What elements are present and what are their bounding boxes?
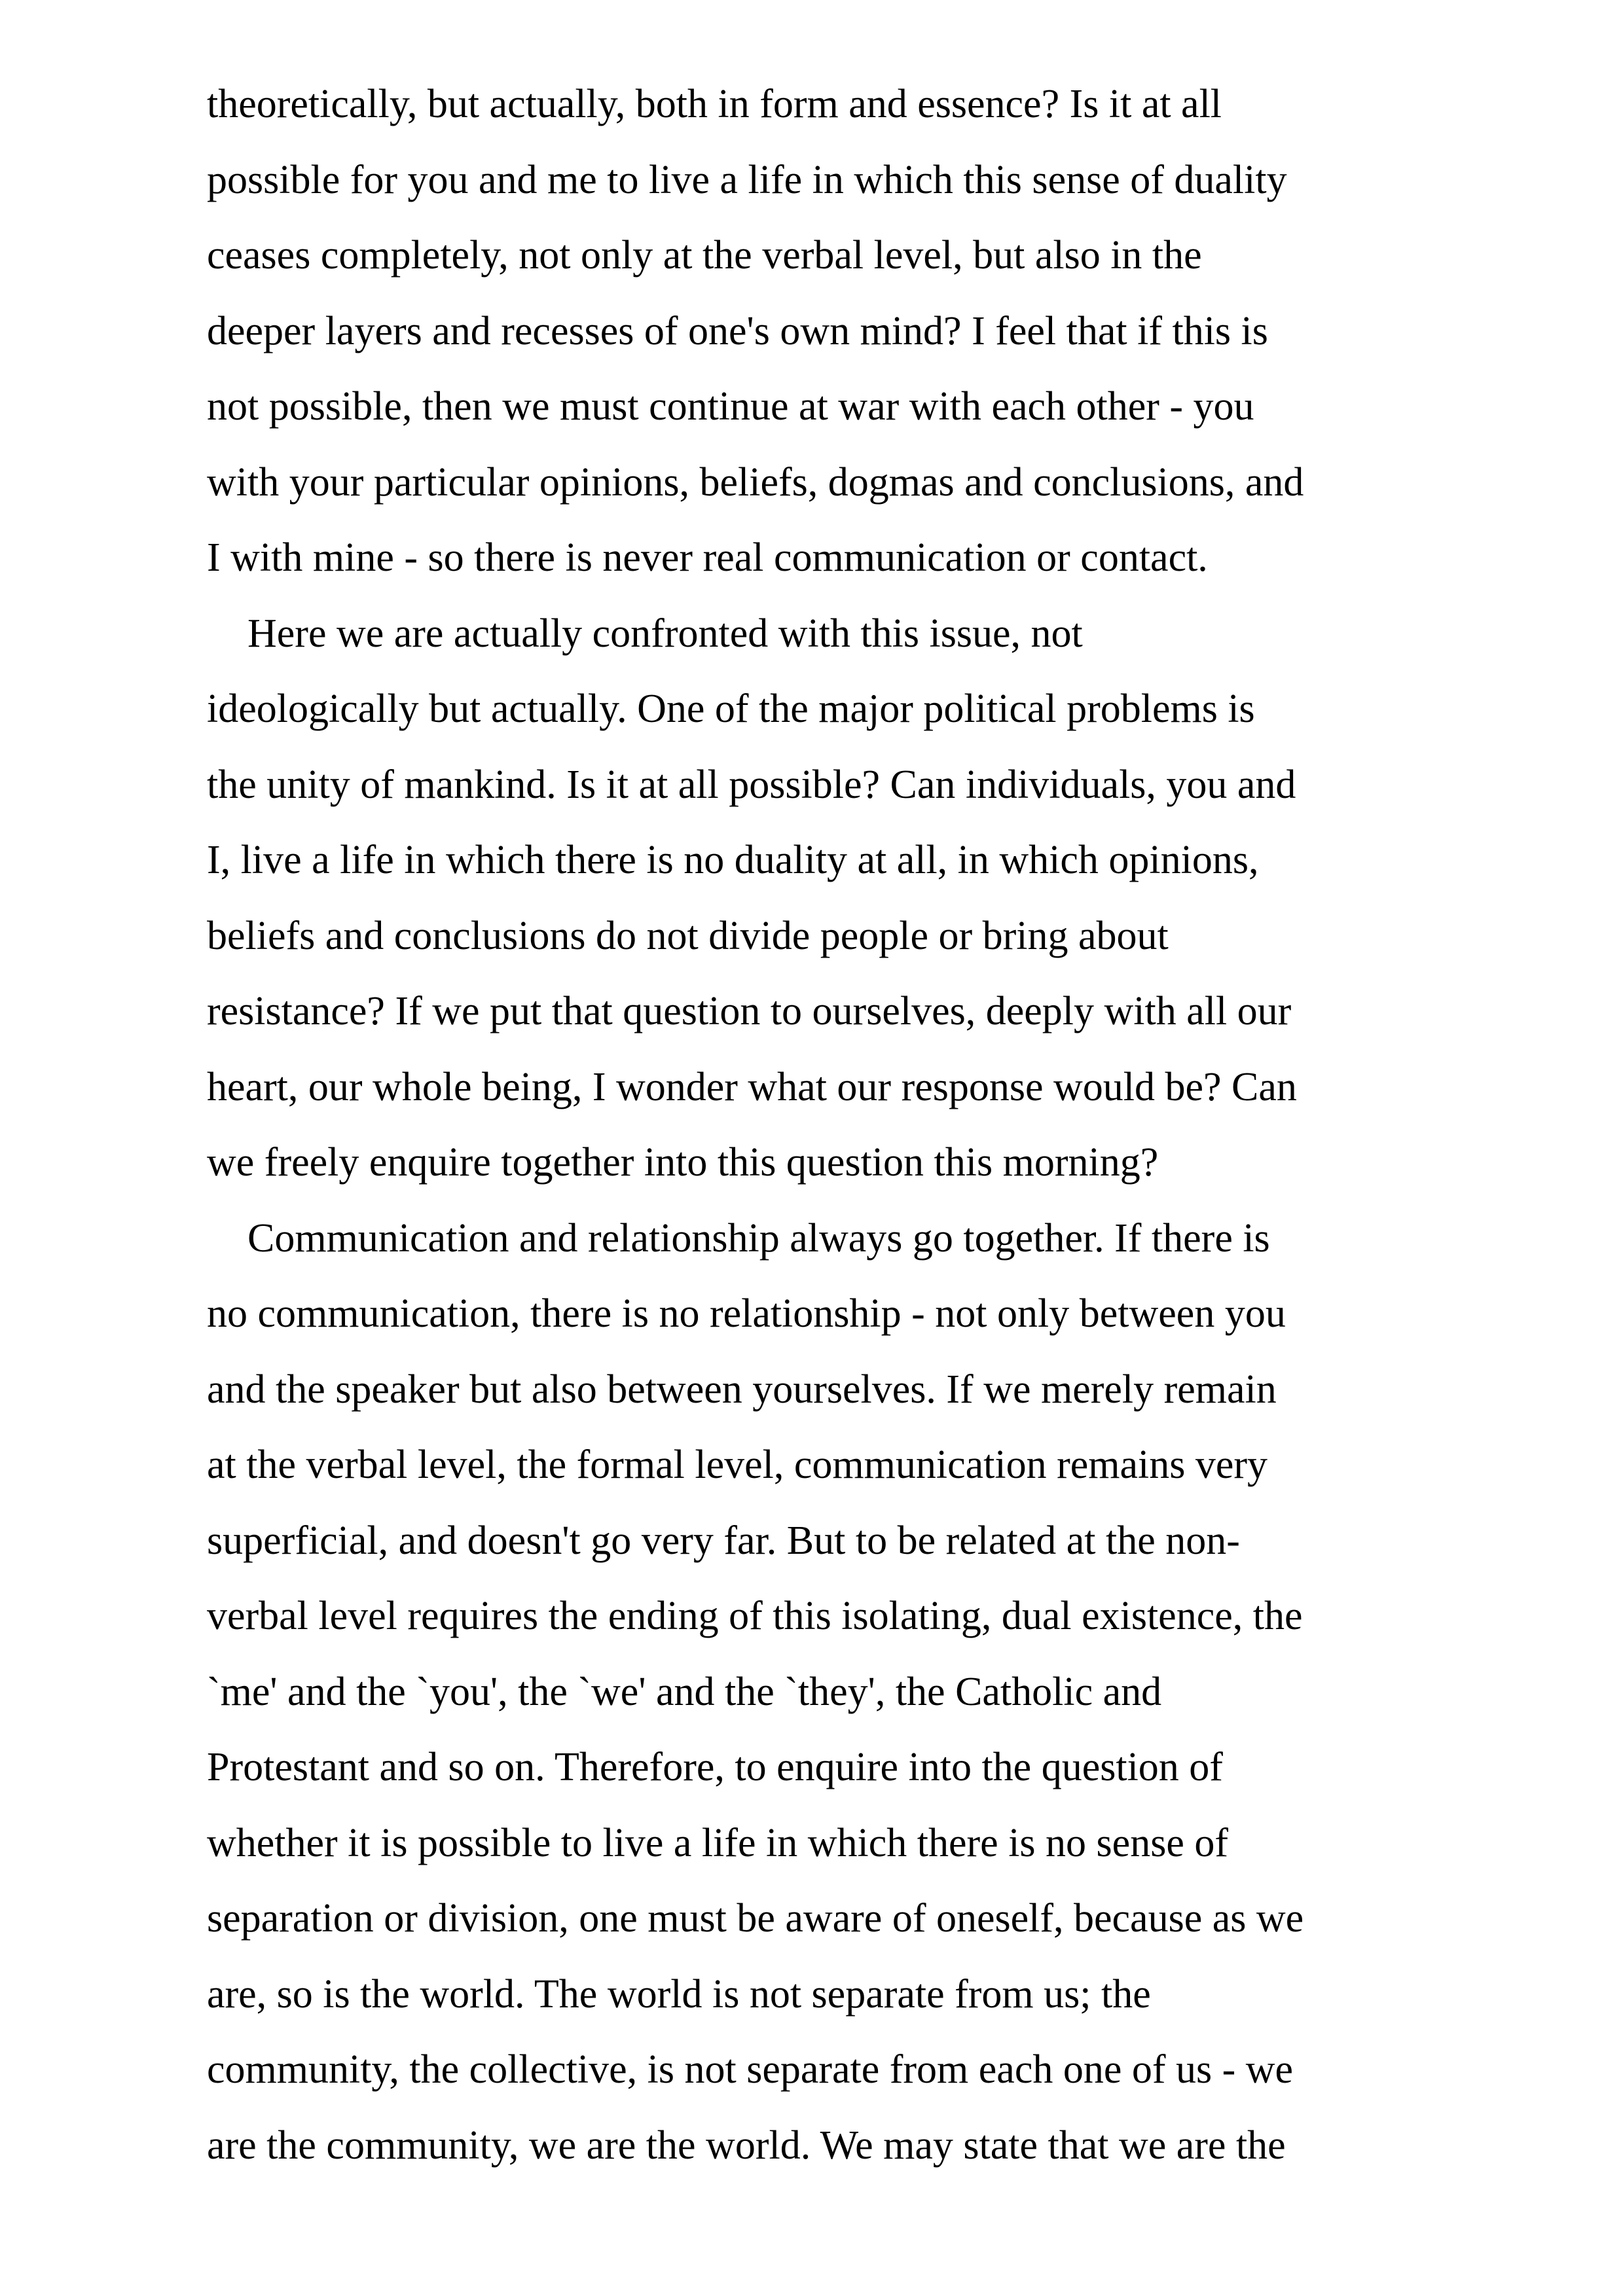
text-line: theoretically, but actually, both in form and essence? Is it at all bbox=[207, 82, 1222, 126]
text-line: deeper layers and recesses of one's own mind? I feel that if this is bbox=[207, 308, 1268, 353]
body-text bbox=[207, 67, 1451, 2183]
text-line: and the speaker but also between yourselves. If we merely remain bbox=[207, 1367, 1277, 1412]
text-line: I, live a life in which there is no duality at all, in which opinions, bbox=[207, 838, 1259, 882]
paragraph-3 bbox=[207, 1201, 1451, 2184]
text-line: community, the collective, is not separate from each one of us - we bbox=[207, 2047, 1294, 2092]
text-line: the unity of mankind. Is it at all possible? Can individuals, you and bbox=[207, 762, 1296, 807]
text-line: are the community, we are the world. We may state that we are the bbox=[207, 2123, 1286, 2168]
text-line: at the verbal level, the formal level, communication remains very bbox=[207, 1443, 1267, 1487]
text-line: separation or division, one must be aware of oneself, because as we bbox=[207, 1896, 1304, 1941]
text-line: I with mine - so there is never real communication or contact. bbox=[207, 535, 1208, 580]
text-line: `me' and the `you', the `we' and the `they', the Catholic and bbox=[207, 1669, 1162, 1714]
text-line: are, so is the world. The world is not separate from us; the bbox=[207, 1971, 1151, 2017]
text-line: ideologically but actually. One of the major political problems is bbox=[207, 687, 1255, 731]
text-line: Communication and relationship always go together. If there is bbox=[207, 1215, 1270, 1261]
paragraph-2 bbox=[207, 596, 1451, 1201]
text-line: not possible, then we must continue at war with each other - you bbox=[207, 384, 1254, 429]
text-line: with your particular opinions, beliefs, dogmas and conclusions, and bbox=[207, 459, 1304, 505]
text-line: heart, our whole being, I wonder what our response would be? Can bbox=[207, 1064, 1297, 1109]
text-line: ceases completely, not only at the verbal level, but also in the bbox=[207, 233, 1202, 278]
text-line: beliefs and conclusions do not divide people or bring about bbox=[207, 913, 1169, 958]
text-line: Protestant and so on. Therefore, to enquire into the question of bbox=[207, 1745, 1223, 1789]
text-line: we freely enquire together into this question this morning? bbox=[207, 1140, 1159, 1185]
text-line: Here we are actually confronted with this issue, not bbox=[207, 611, 1083, 656]
text-line: no communication, there is no relationship - not only between you bbox=[207, 1291, 1286, 1336]
text-line: possible for you and me to live a life in which this sense of duality bbox=[207, 157, 1287, 202]
paragraph-1 bbox=[207, 67, 1451, 596]
text-line: resistance? If we put that question to ourselves, deeply with all our bbox=[207, 989, 1292, 1033]
text-line: whether it is possible to live a life in which there is no sense of bbox=[207, 1820, 1228, 1865]
text-line: verbal level requires the ending of this isolating, dual existence, the bbox=[207, 1594, 1303, 1638]
text-line: superficial, and doesn't go very far. But to be related at the non- bbox=[207, 1518, 1240, 1563]
